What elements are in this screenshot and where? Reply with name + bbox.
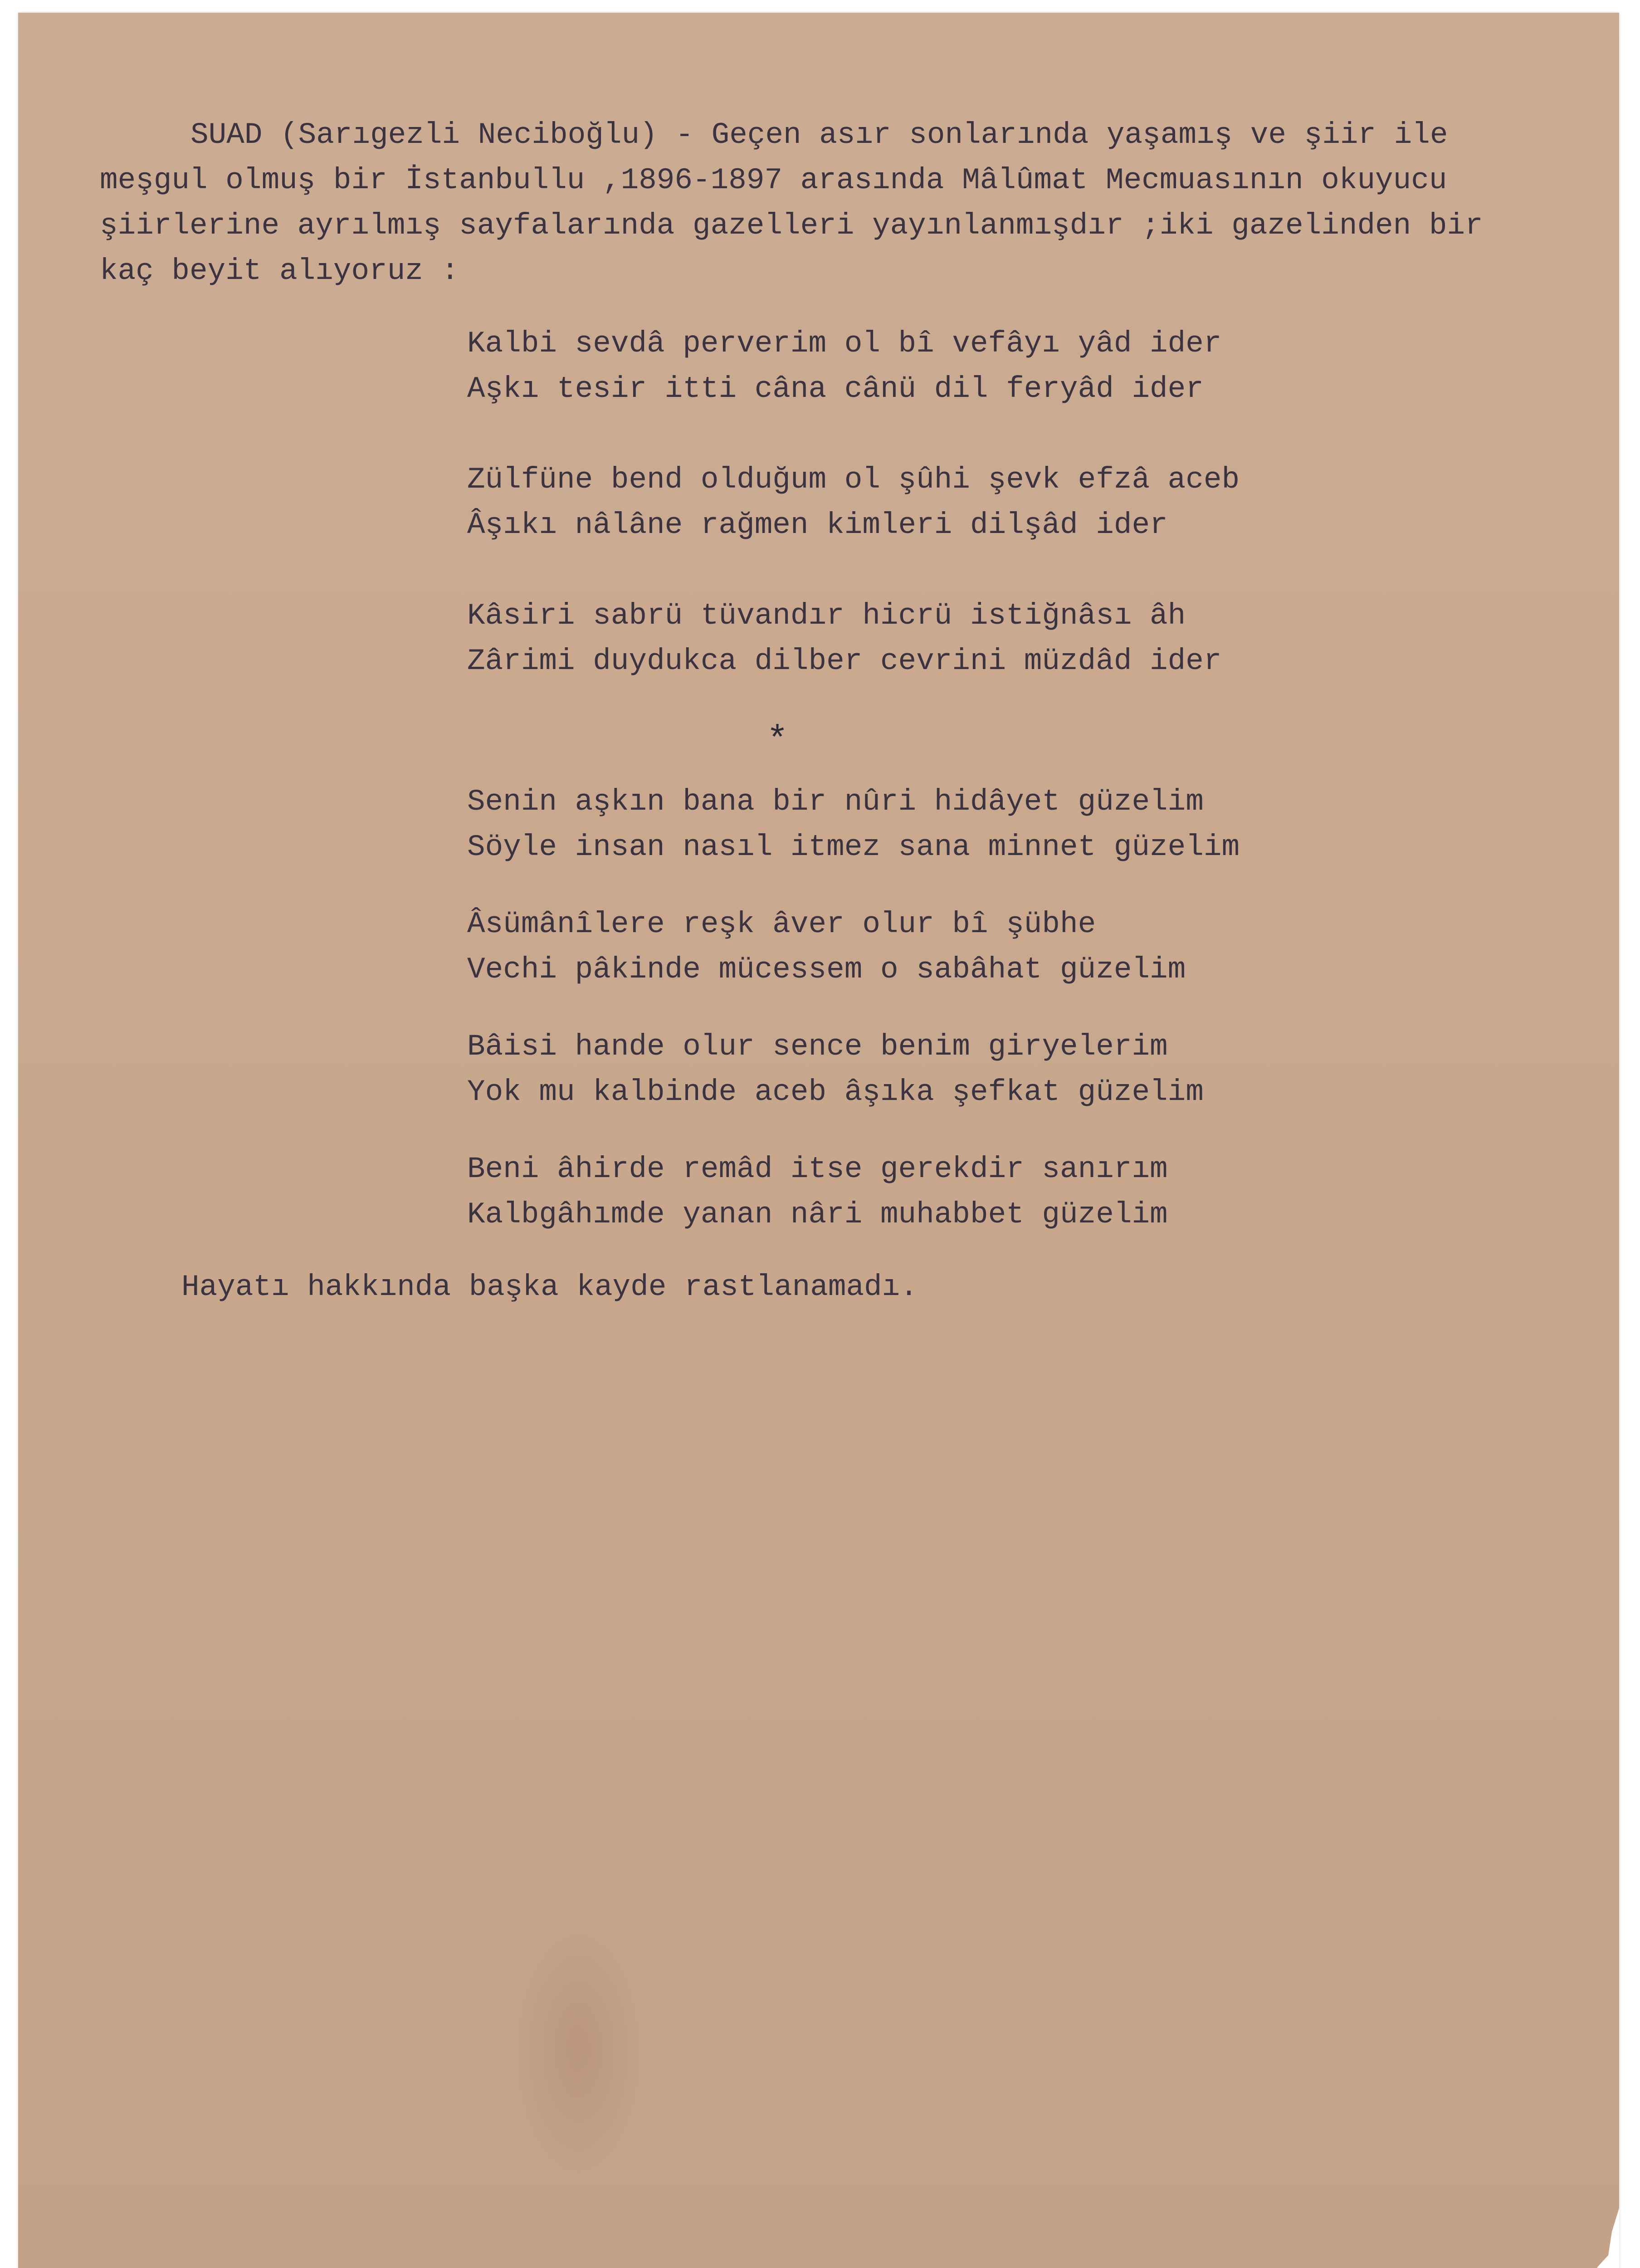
intro-paragraph: SUAD (Sarıgezli Neciboğlu) - Geçen asır sonlarında yaşamış ve şiir ile meşgul olmuş bir İstanbullu ,1896-1897 arasında Mâlûmat Mecmuasının okuyucu şiirlerine ayrılmış sayfalarında gazelleri yayınlanmışdır ;iki gazelinden bir kaç beyit alıyoruz : <box>100 118 1483 288</box>
verse-line: Yok mu kalbinde aceb âşıka şefkat güzelim <box>467 1075 1204 1109</box>
verse-line: Kâsiri sabrü tüvandır hicrü istiğnâsı âh <box>467 599 1186 633</box>
verse-line: Âşıkı nâlâne rağmen kimleri dilşâd ider <box>467 508 1168 542</box>
couplet <box>467 593 1240 684</box>
couplet <box>467 457 1240 548</box>
closing-note: Hayatı hakkında başka kayde rastlanamadı. <box>181 1270 918 1304</box>
verse-line: Vechi pâkinde mücessem o sabâhat güzelim <box>467 953 1186 987</box>
verse-line: Âsümânîlere reşk âver olur bî şübhe <box>467 907 1096 941</box>
typed-page <box>18 13 1619 2268</box>
torn-corner <box>1547 2208 1619 2268</box>
verse-line: Aşkı tesir itti câna cânü dil feryâd ider <box>467 372 1204 406</box>
verse-line: Beni âhirde remâd itse gerekdir sanırım <box>467 1152 1168 1186</box>
verse-line: Söyle insan nasıl itmez sana minnet güzelim <box>467 830 1240 864</box>
couplet <box>467 779 1240 870</box>
verse-line: Zârimi duydukca dilber cevrini müzdâd ider <box>467 644 1222 678</box>
couplet <box>467 902 1240 992</box>
couplet <box>467 1147 1240 1237</box>
verse-line: Bâisi hande olur sence benim giryelerim <box>467 1030 1168 1064</box>
verse-line: Zülfüne bend olduğum ol şûhi şevk efzâ aceb <box>467 463 1240 497</box>
couplet <box>467 1024 1240 1115</box>
couplet <box>467 321 1240 412</box>
verse-line: Senin aşkın bana bir nûri hidâyet güzelim <box>467 785 1204 819</box>
gazel-2 <box>467 779 1240 1237</box>
section-separator: * <box>766 720 789 762</box>
verse-line: Kalbgâhımde yanan nâri muhabbet güzelim <box>467 1198 1168 1232</box>
verse-line: Kalbi sevdâ perverim ol bî vefâyı yâd ider <box>467 327 1222 361</box>
gazel-1 <box>467 321 1240 684</box>
